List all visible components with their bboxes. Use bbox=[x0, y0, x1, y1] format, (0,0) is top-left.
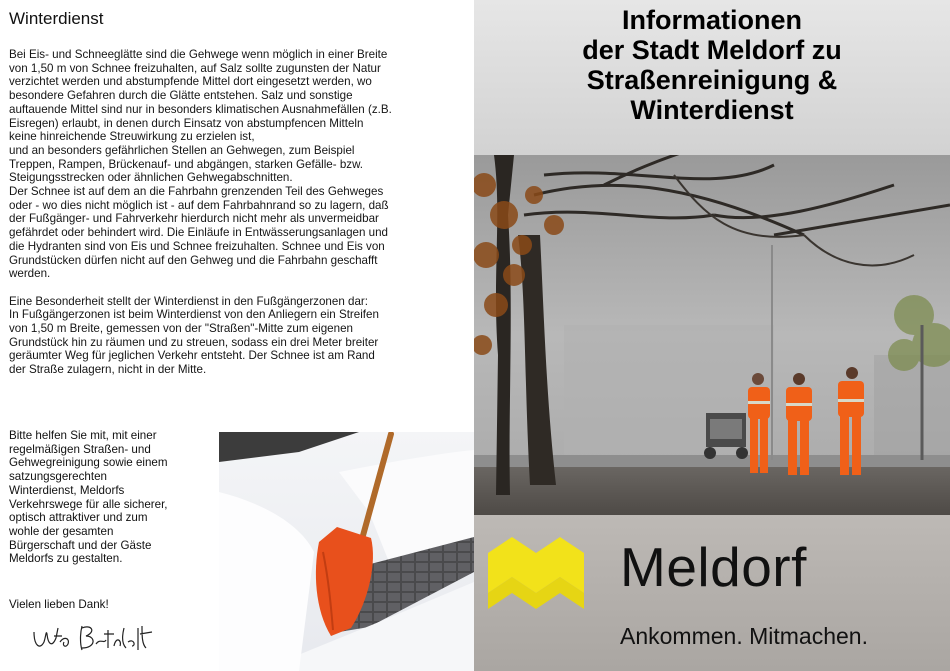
thanks-text: Vielen lieben Dank! bbox=[9, 598, 109, 611]
section-heading: Winterdienst bbox=[9, 9, 104, 28]
handwritten-signature bbox=[30, 620, 160, 658]
logo-wordmark: Meldorf bbox=[620, 536, 807, 598]
meldorf-logo-icon bbox=[488, 537, 584, 609]
title-area bbox=[474, 0, 950, 155]
cover-page bbox=[474, 0, 950, 671]
street-cleaning-photo bbox=[474, 155, 950, 515]
cover-title: Informationen der Stadt Meldorf zu Straßenreinigung & Winterdienst bbox=[582, 5, 842, 125]
left-page bbox=[0, 0, 474, 671]
body-text bbox=[9, 48, 467, 377]
paragraph-sidewalk-rules: Bei Eis- und Schneeglätte sind die Gehwege wenn möglich in einer Breite von 1,50 m von Schnee freizuhalten, auf Salz sollte zugunsten der Natur verzichtet werden und abstumpfende Mittel dort eingesetzt werden, wo besondere Gefahren durch die Glätte entstehen. Salz und sonstige auftauende Mittel sind nur in besonders klimatischen Ausnahmefällen (z.B. Eisregen) erlaubt, in denen durch Einsatz von abstumpfencen Mitteln keine hinreichende Streuwirkung zu erzielen ist, und an besonders gefährlichen Stellen an Gehwegen, zum Beispiel Treppen, Rampen, Brückenauf- und abgängen, starken Gefälle- bzw. Steigungsstrecken oder ähnlichen Gehwegabschnitten. Der Schnee ist auf dem an die Fahrbahn grenzenden Teil des Gehweges oder - wo dies nicht möglich ist - auf dem Fahrbahnrand so zu lagern, daß der Fußgänger- und Fahrverkehr hierdurch nicht mehr als unvermeidbar gefährdet oder behindert wird. Die Einläufe in Entwässerungsanlagen und die Hydranten sind von Eis und Schnee freizuhalten. Schnee und Eis von Grundstücken dürfen nicht auf den Gehweg und die Fahrbahn geschafft werden. bbox=[9, 48, 392, 281]
tagline: Ankommen. Mitmachen. bbox=[620, 623, 868, 649]
appeal-text: Bitte helfen Sie mit, mit einer regelmäßigen Straßen- und Gehwegreinigung sowie einem satzungsgerechten Winterdienst, Meldorfs Verkehrswege für alle sicherer, optisch attraktiver und zum wohle der gesamten Bürgerschaft und der Gäste Meldorfs zu gestalten. bbox=[9, 429, 168, 566]
snow-shovel-photo bbox=[219, 432, 474, 671]
paragraph-pedestrian-zones: Eine Besonderheit stellt der Winterdienst in den Fußgängerzonen dar: In Fußgängerzonen ist beim Winterdienst von den Anliegern ein Streifen von 1,50 m Breite, gemessen von der "Straßen"-Mitte zum eigenen Grundstück hin zu räumen und zu streuen, sodass ein drei Meter breiter geräumter Weg für jeglichen Verkehr entsteht. Der Schnee ist am Rand der Straße zulagern, nicht in der Mitte. bbox=[9, 294, 379, 377]
logo-band bbox=[474, 515, 950, 671]
